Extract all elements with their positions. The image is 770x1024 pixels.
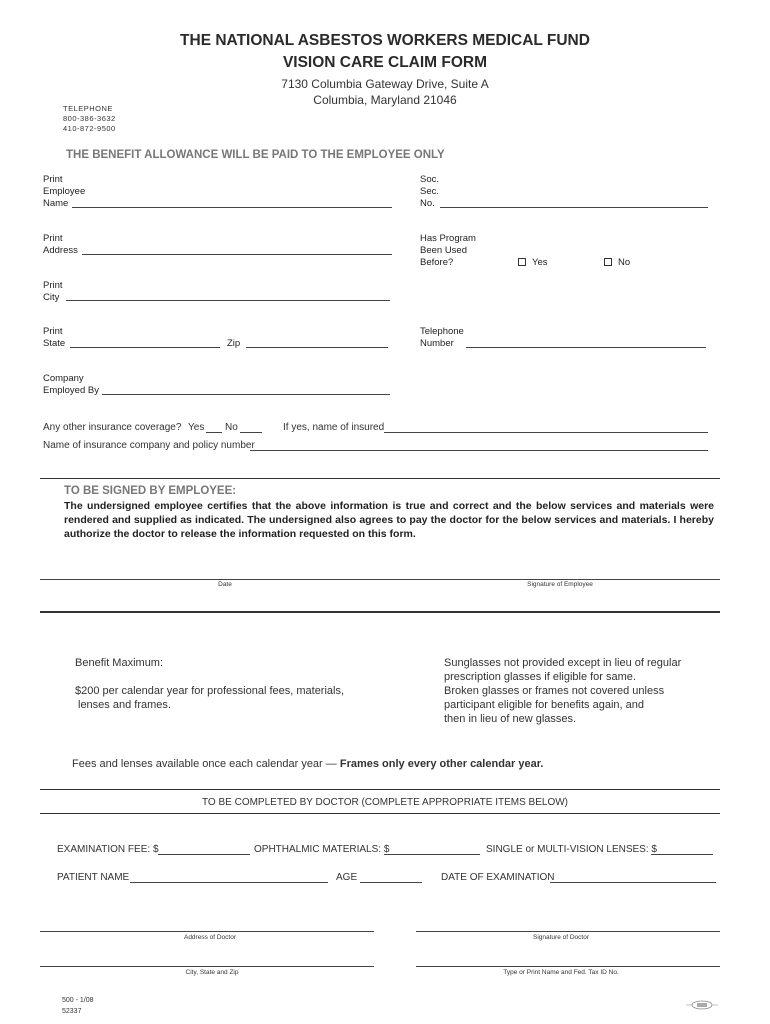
coverage-no-field[interactable] bbox=[240, 432, 262, 433]
fund-address-line2: Columbia, Maryland 21046 bbox=[313, 93, 457, 107]
insurance-company-label: Name of insurance company and policy number bbox=[43, 440, 255, 451]
date-caption: Date bbox=[218, 581, 232, 588]
exam-date-field[interactable] bbox=[550, 882, 716, 883]
company-label: Company Employed By bbox=[43, 373, 99, 396]
broken-glasses-line2: participant eligible for benefits again, and bbox=[444, 699, 644, 711]
sunglasses-line2: prescription glasses if eligible for same. bbox=[444, 671, 636, 683]
city-field[interactable] bbox=[66, 300, 390, 301]
program-used-label: Has Program Been Used Before? bbox=[420, 233, 476, 268]
insured-name-label: If yes, name of insured bbox=[283, 422, 385, 433]
employee-name-label: Print Employee Name bbox=[43, 174, 86, 209]
section-divider bbox=[40, 478, 720, 479]
employee-date-line[interactable] bbox=[40, 579, 410, 580]
form-number: 500 - 1/08 bbox=[62, 997, 94, 1004]
lenses-field[interactable] bbox=[651, 854, 713, 855]
ssn-field[interactable] bbox=[440, 207, 708, 208]
doctor-section-top-rule bbox=[40, 789, 720, 790]
insurance-company-field[interactable] bbox=[250, 450, 708, 451]
certification-heading: TO BE SIGNED BY EMPLOYEE: bbox=[64, 485, 237, 497]
program-yes-option[interactable]: Yes bbox=[518, 257, 548, 269]
doctor-address-caption: Address of Doctor bbox=[183, 934, 237, 941]
benefit-maximum-line1: $200 per calendar year for professional fees, materials, bbox=[75, 685, 345, 697]
exam-fee-field[interactable] bbox=[158, 854, 250, 855]
doctor-tax-id-line[interactable] bbox=[416, 966, 720, 967]
doctor-section-bottom-rule bbox=[40, 813, 720, 814]
patient-name-field[interactable] bbox=[130, 882, 328, 883]
employee-name-field[interactable] bbox=[72, 207, 392, 208]
address-field[interactable] bbox=[82, 254, 392, 255]
program-no-option[interactable]: No bbox=[604, 257, 630, 269]
coverage-no-label: No bbox=[225, 422, 238, 433]
patient-name-label: PATIENT NAME bbox=[57, 872, 130, 883]
benefit-maximum-line2: lenses and frames. bbox=[78, 699, 171, 711]
city-label: Print City bbox=[43, 280, 63, 303]
ssn-label: Soc. Sec. No. bbox=[420, 174, 440, 209]
phone-number-1: 800-386-3632 bbox=[63, 114, 116, 123]
telephone-field[interactable] bbox=[466, 347, 706, 348]
certification-text: The undersigned employee certifies that the above information is true and correct and the below services and materials were rendered and supplied as indicated. The undersigned also agrees to pay the doctor for the below services and materials. I hereby authorize the doctor to release the information requested on this form. bbox=[64, 500, 714, 540]
coverage-yes-field[interactable] bbox=[206, 432, 222, 433]
ophthalmic-materials-field[interactable] bbox=[384, 854, 480, 855]
doctor-section-heading: TO BE COMPLETED BY DOCTOR (COMPLETE APPROPRIATE ITEMS BELOW) bbox=[202, 797, 568, 808]
doctor-city-caption: City, State and Zip bbox=[185, 969, 239, 976]
union-bug-logo-icon bbox=[684, 997, 720, 1015]
yes-checkbox[interactable] bbox=[518, 258, 526, 266]
other-coverage-label: Any other insurance coverage? bbox=[43, 422, 182, 433]
telephone-heading: TELEPHONE bbox=[63, 104, 113, 113]
employee-signature-caption: Signature of Employee bbox=[527, 581, 593, 588]
no-checkbox[interactable] bbox=[604, 258, 612, 266]
doctor-signature-line[interactable] bbox=[416, 931, 720, 932]
doctor-tax-id-caption: Type or Print Name and Fed. Tax ID No. bbox=[503, 969, 619, 976]
broken-glasses-line1: Broken glasses or frames not covered unless bbox=[444, 685, 665, 697]
sunglasses-line1: Sunglasses not provided except in lieu of regular bbox=[444, 657, 682, 669]
state-field[interactable] bbox=[70, 347, 220, 348]
exam-fee-label: EXAMINATION FEE: $ bbox=[57, 844, 159, 855]
employee-signature-line[interactable] bbox=[410, 579, 720, 580]
form-title: THE NATIONAL ASBESTOS WORKERS MEDICAL FUND bbox=[180, 32, 590, 49]
telephone-label: Telephone Number bbox=[420, 326, 464, 349]
form-subtitle: VISION CARE CLAIM FORM bbox=[282, 54, 488, 71]
state-label: Print State bbox=[43, 326, 66, 349]
phone-number-2: 410-872-9500 bbox=[63, 124, 116, 133]
age-field[interactable] bbox=[360, 882, 422, 883]
doctor-city-line[interactable] bbox=[40, 966, 374, 967]
coverage-yes-label: Yes bbox=[188, 422, 205, 433]
company-field[interactable] bbox=[102, 394, 390, 395]
insured-name-field[interactable] bbox=[384, 432, 708, 433]
section-divider-thick bbox=[40, 611, 720, 613]
zip-field[interactable] bbox=[246, 347, 388, 348]
zip-label: Zip bbox=[227, 338, 241, 349]
age-label: AGE bbox=[336, 872, 358, 883]
ophthalmic-materials-label: OPHTHALMIC MATERIALS: $ bbox=[254, 844, 390, 855]
address-label: Print Address bbox=[43, 233, 78, 256]
lenses-label: SINGLE or MULTI-VISION LENSES: $ bbox=[486, 844, 657, 855]
fees-frequency-note: Fees and lenses available once each calendar year — Frames only every other calendar year. bbox=[72, 758, 544, 770]
benefit-maximum-label: Benefit Maximum: bbox=[75, 657, 164, 669]
doctor-signature-caption: Signature of Doctor bbox=[532, 934, 589, 941]
form-code: 52337 bbox=[62, 1008, 82, 1015]
exam-date-label: DATE OF EXAMINATION bbox=[441, 872, 555, 883]
broken-glasses-line3: then in lieu of new glasses. bbox=[444, 713, 577, 725]
payment-notice: THE BENEFIT ALLOWANCE WILL BE PAID TO THE EMPLOYEE ONLY bbox=[66, 149, 445, 161]
fund-address-line1: 7130 Columbia Gateway Drive, Suite A bbox=[281, 77, 489, 91]
doctor-address-line[interactable] bbox=[40, 931, 374, 932]
